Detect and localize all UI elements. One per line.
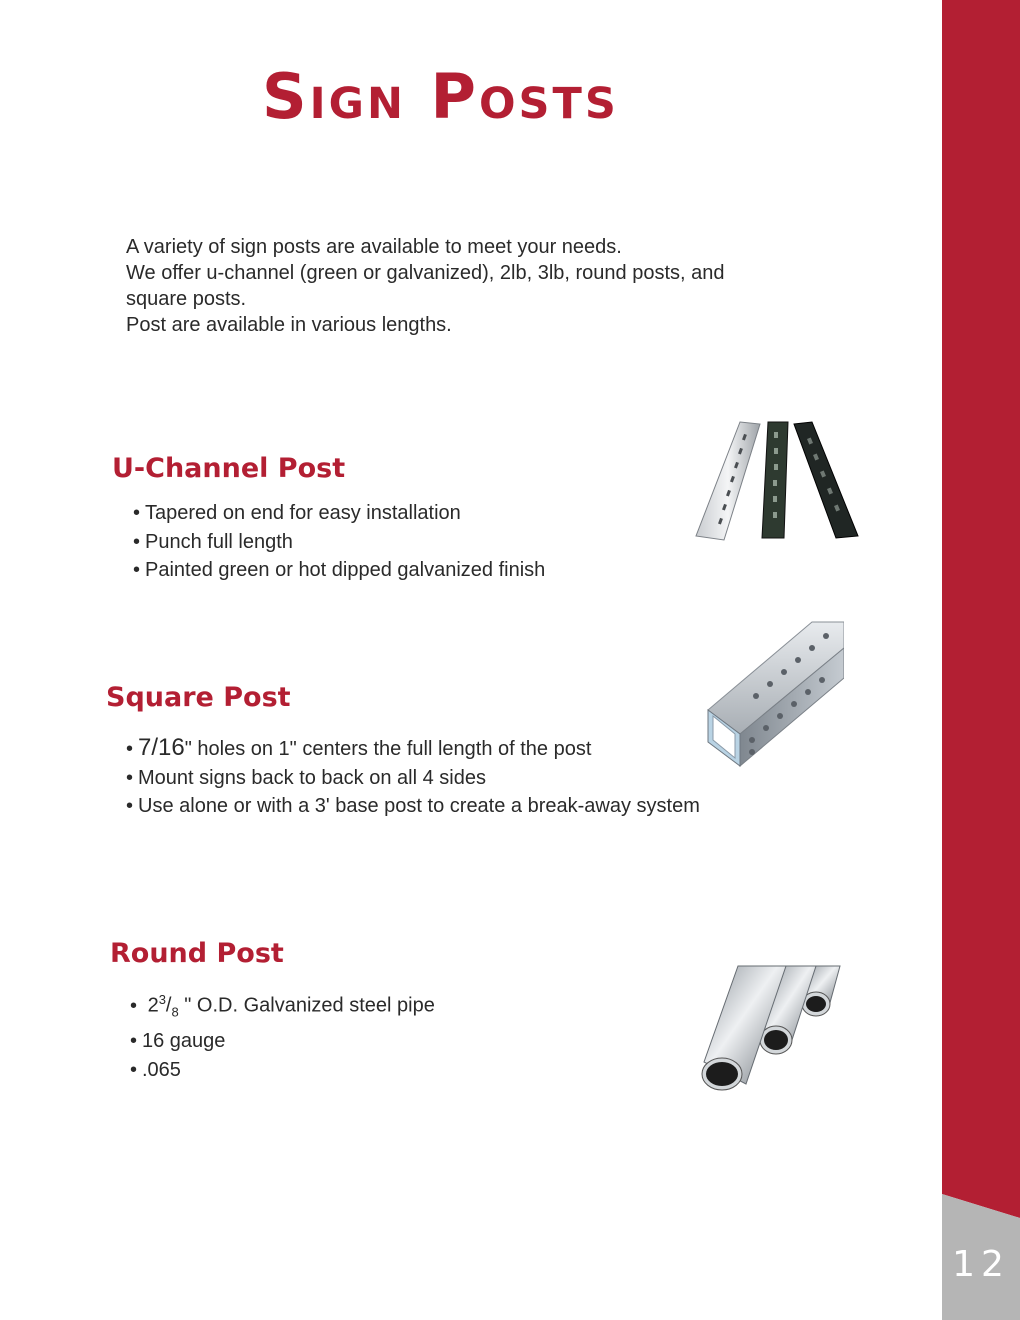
- list-item: • 7/16" holes on 1" centers the full length of the post: [126, 734, 592, 761]
- intro-line: square posts.: [126, 288, 247, 310]
- square-post-bullets: [126, 734, 700, 821]
- list-item: • 16 gauge: [130, 1030, 226, 1053]
- list-item: • Punch full length: [133, 530, 293, 553]
- u-channel-heading: U-Channel Post: [112, 453, 346, 484]
- hole-size-fraction: 7/16: [138, 734, 185, 761]
- round-pipes-image: [690, 962, 850, 1094]
- side-band: [942, 0, 1020, 1320]
- list-item: • Use alone or with a 3' base post to create a break-away system: [126, 795, 700, 817]
- u-channel-posts-image: [690, 418, 862, 548]
- list-item: • Mount signs back to back on all 4 sides: [126, 766, 486, 789]
- square-post-heading: Square Post: [106, 682, 291, 713]
- intro-line: We offer u-channel (green or galvanized), 2lb, 3lb, round posts, and: [126, 262, 725, 284]
- list-item: • $2^3/_8$ " O.D. Galvanized steel pipe: [130, 992, 435, 1020]
- round-post-bullets: [130, 986, 435, 1084]
- page-title: Sign Posts: [262, 60, 619, 133]
- intro-line: A variety of sign posts are available to meet your needs.: [126, 236, 622, 258]
- intro-paragraph: [126, 234, 826, 338]
- u-channel-bullets: [133, 499, 545, 585]
- round-post-heading: Round Post: [110, 938, 284, 969]
- list-item: • Painted green or hot dipped galvanized finish: [133, 559, 546, 581]
- intro-line: Post are available in various lengths.: [126, 314, 452, 336]
- square-post-image: [704, 618, 844, 768]
- page-number: 12: [952, 1244, 1010, 1285]
- list-item: • Tapered on end for easy installation: [133, 502, 461, 524]
- list-item: • .065: [130, 1058, 181, 1081]
